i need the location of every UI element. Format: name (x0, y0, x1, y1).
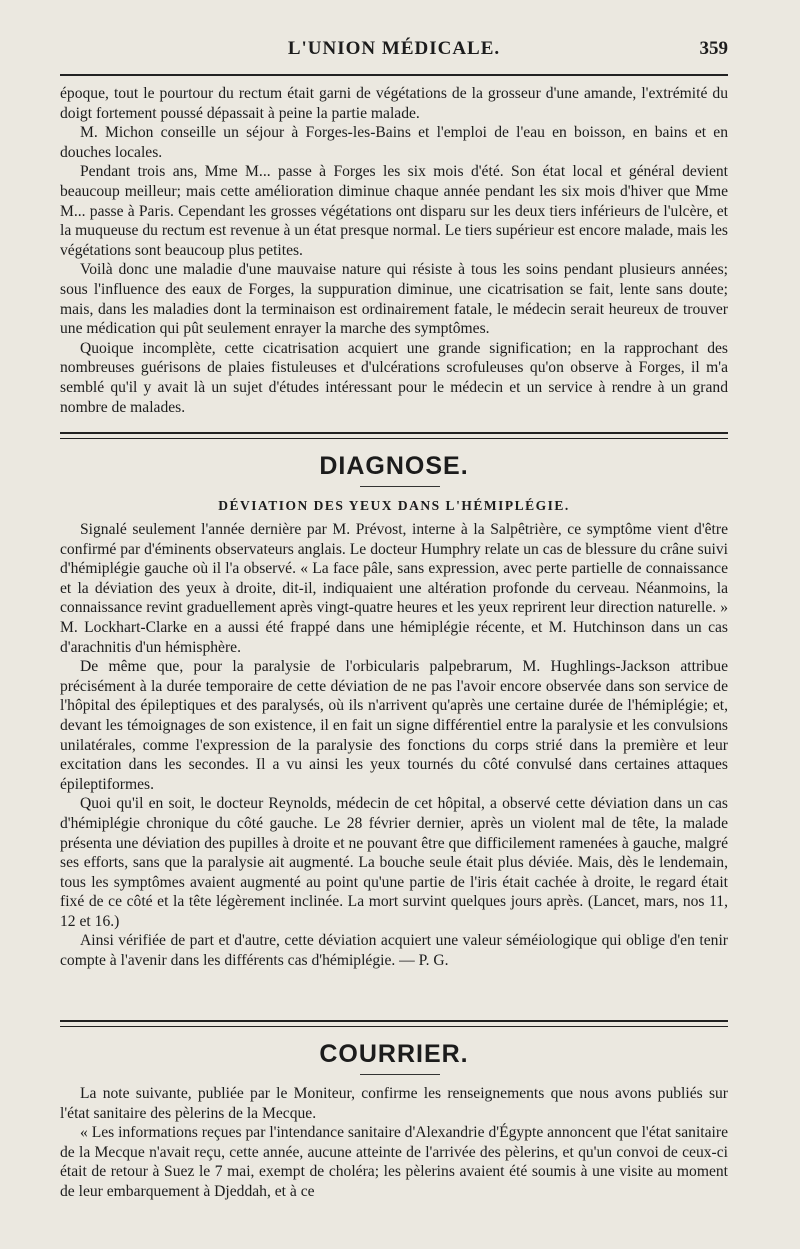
paragraph: Ainsi vérifiée de part et d'autre, cette déviation acquiert une valeur séméiologique qui oblige d'en tenir compte à l'avenir dans les différents cas d'hémiplégie. — P. G. (60, 932, 728, 970)
article-subheading: DÉVIATION DES YEUX DANS L'HÉMIPLÉGIE. (218, 498, 570, 513)
paragraph: « Les informations reçues par l'intendance sanitaire d'Alexandrie d'Égypte annoncent que l'état sanitaire de la Mecque n'avait reçu, cette année, aucune atteinte de l'arrivée des pèlerins, et qu'un convoi de ceux-ci était de retour à Suez le 7 mai, exempt de choléra; les pèlerins avaient été soumis à une visite au moment de leur embarquement à Djeddah, et à ce (60, 1124, 728, 1200)
section-heading-diagnose: DIAGNOSE. (319, 452, 469, 480)
page-number: 359 (699, 38, 728, 59)
section-heading-courrier: COURRIER. (319, 1040, 469, 1068)
paragraph: De même que, pour la paralysie de l'orbicularis palpebrarum, M. Hughlings-Jackson attribue précisément à la durée temporaire de cette déviation de ne pas l'avoir encore observée dans son service de l'hôpital des épileptiques et des paralysés, où ils n'arrivent qu'après une certaine durée de l'hémiplégie; et, devant les témoignages de son existence, il en fait un signe différentiel entre la paralysie et les convulsions unilatérales, comme l'expression de la paralysie des fonctions du corps strié dans la première et leur excitation dans les secondes. Il a vu ainsi les yeux tournés du côté convulsé dans certaines attaques épileptiformes. (60, 658, 728, 793)
section-divider (60, 1020, 728, 1027)
paragraph: La note suivante, publiée par le Moniteur, confirme les renseignements que nous avons publiés sur l'état sanitaire des pèlerins de la Mecque. (60, 1085, 728, 1122)
paragraph: Voilà donc une maladie d'une mauvaise nature qui résiste à tous les soins pendant plusieurs années; sous l'influence des eaux de Forges, la suppuration diminue, une cicatrisation se fait, lente sans doute; mais, dans les maladies dont la terminaison est ordinairement fatale, le médecin serait heureux de trouver une médication qui pût seulement enrayer la marche des symptômes. (60, 261, 728, 338)
section-divider (60, 432, 728, 439)
running-title: L'UNION MÉDICALE. (287, 38, 501, 59)
section-continuation (60, 84, 728, 417)
paragraph: époque, tout le pourtour du rectum était garni de végétations de la grosseur d'une amande, l'extrémité du doigt fortement poussé dépassait à peine la partie malade. (60, 85, 728, 122)
running-head (60, 38, 728, 68)
paragraph: Pendant trois ans, Mme M... passe à Forges les six mois d'été. Son état local et général devient beaucoup meilleur; mais cette amélioration diminue chaque année pendant les six mois d'hiver que Mme M... passe à Paris. Cependant les grosses végétations ont disparu sur les deux tiers inférieurs de l'ulcère, et la muqueuse du rectum est revenue à un état presque normal. Le tiers supérieur est encore malade, mais les végétations sont beaucoup plus petites. (60, 163, 728, 259)
paragraph: M. Michon conseille un séjour à Forges-les-Bains et l'emploi de l'eau en boisson, en bains et en douches locales. (60, 124, 728, 161)
heading-rule (360, 1074, 440, 1075)
heading-rule (360, 486, 440, 487)
diagnose-article (60, 520, 728, 971)
paragraph: Signalé seulement l'année dernière par M. Prévost, interne à la Salpêtrière, ce symptôme vient d'être confirmé par d'éminents observateurs anglais. Le docteur Humphry relate un cas de blessure du crâne suivi d'hémiplégie gauche où il l'a observé. « La face pâle, sans expression, avec perte partielle de connaissance et la déviation des yeux à droite, dit-il, indiquaient une altération profonde du cerveau. Néanmoins, la connaissance revint graduellement après vingt-quatre heures et les yeux reprirent leur direction naturelle. » M. Lockhart-Clarke en a aussi été frappé dans une hémiplégie récente, et M. Hutchinson dans un cas d'arachnitis d'un hémisphère. (60, 521, 728, 656)
header-rule (60, 74, 728, 76)
paragraph: Quoique incomplète, cette cicatrisation acquiert une grande signification; en la rapprochant des nombreuses guérisons de plaies fistuleuses et d'ulcérations scrofuleuses qu'on observe à Forges, il m'a semblé qu'il y avait là un sujet d'études intéressant pour le médecin et un service à rendre à un grand nombre de malades. (60, 339, 728, 416)
paragraph: Quoi qu'il en soit, le docteur Reynolds, médecin de cet hôpital, a observé cette déviation dans un cas d'hémiplégie chronique du côté gauche. Le 28 février dernier, après un violent mal de tête, la malade présenta une déviation des pupilles à droite et ne pouvant être que difficilement ramenées à gauche, malgré ses efforts, sans que la paralysie ait augmenté. La bouche seule était plus déviée. Mais, dès le lendemain, tous les symptômes avaient augmenté au point qu'une partie de l'iris était cachée à droite, le regard était fixé de ce côté et la tête légèrement inclinée. La mort survint quelques jours après. (Lancet, mars, nos 11, 12 et 16.) (60, 795, 728, 930)
courrier-article (60, 1084, 728, 1202)
